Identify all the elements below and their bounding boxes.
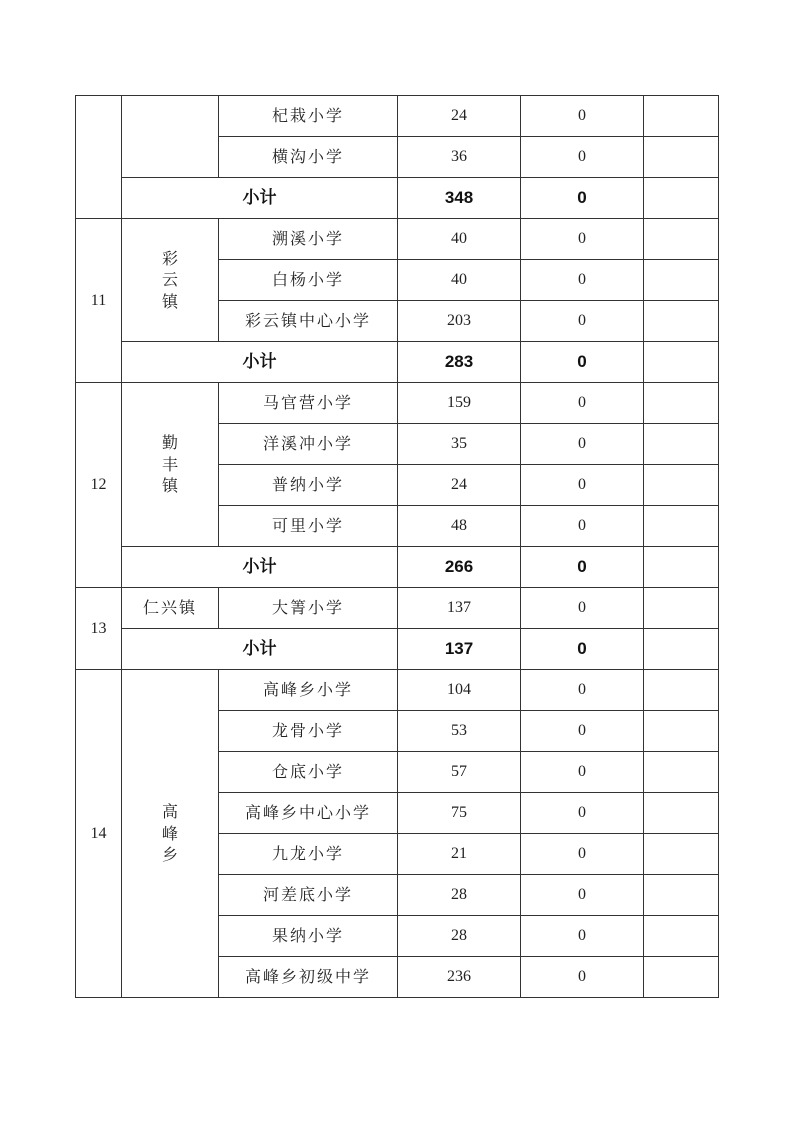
subtotal-count: 137 — [398, 629, 521, 670]
town-name: 彩云镇 — [161, 248, 178, 311]
student-count: 137 — [398, 588, 521, 629]
subtotal-label: 小计 — [122, 178, 398, 219]
note-cell — [644, 547, 719, 588]
zero-count: 0 — [521, 588, 644, 629]
subtotal-label: 小计 — [122, 629, 398, 670]
student-count: 53 — [398, 711, 521, 752]
zero-count: 0 — [521, 301, 644, 342]
subtotal-zero: 0 — [521, 547, 644, 588]
subtotal-zero: 0 — [521, 178, 644, 219]
subtotal-row — [76, 178, 719, 219]
school-name: 白杨小学 — [219, 260, 398, 301]
student-count: 57 — [398, 752, 521, 793]
student-count: 28 — [398, 916, 521, 957]
note-cell — [644, 260, 719, 301]
school-name: 龙骨小学 — [219, 711, 398, 752]
note-cell — [644, 383, 719, 424]
note-cell — [644, 301, 719, 342]
table-row — [76, 588, 719, 629]
note-cell — [644, 506, 719, 547]
note-cell — [644, 178, 719, 219]
subtotal-zero: 0 — [521, 629, 644, 670]
note-cell — [644, 834, 719, 875]
town-cell — [122, 383, 219, 547]
table-row — [76, 670, 719, 711]
school-name: 大箐小学 — [219, 588, 398, 629]
school-name: 高峰乡中心小学 — [219, 793, 398, 834]
zero-count: 0 — [521, 670, 644, 711]
note-cell — [644, 629, 719, 670]
note-cell — [644, 588, 719, 629]
school-name: 杞栽小学 — [219, 96, 398, 137]
student-count: 203 — [398, 301, 521, 342]
school-name: 马官营小学 — [219, 383, 398, 424]
note-cell — [644, 916, 719, 957]
school-name: 普纳小学 — [219, 465, 398, 506]
town-cell — [122, 219, 219, 342]
student-count: 159 — [398, 383, 521, 424]
school-name: 仓底小学 — [219, 752, 398, 793]
note-cell — [644, 752, 719, 793]
index-cell: 12 — [76, 383, 122, 588]
school-name: 高峰乡小学 — [219, 670, 398, 711]
school-name: 可里小学 — [219, 506, 398, 547]
subtotal-label: 小计 — [122, 547, 398, 588]
note-cell — [644, 711, 719, 752]
index-cell: 14 — [76, 670, 122, 998]
student-count: 75 — [398, 793, 521, 834]
subtotal-label: 小计 — [122, 342, 398, 383]
note-cell — [644, 957, 719, 998]
school-name: 高峰乡初级中学 — [219, 957, 398, 998]
zero-count: 0 — [521, 465, 644, 506]
zero-count: 0 — [521, 916, 644, 957]
zero-count: 0 — [521, 834, 644, 875]
student-count: 24 — [398, 465, 521, 506]
school-name: 横沟小学 — [219, 137, 398, 178]
subtotal-row — [76, 629, 719, 670]
table-row — [76, 219, 719, 260]
student-count: 24 — [398, 96, 521, 137]
note-cell — [644, 670, 719, 711]
student-count: 40 — [398, 219, 521, 260]
zero-count: 0 — [521, 875, 644, 916]
table-row — [76, 96, 719, 137]
zero-count: 0 — [521, 219, 644, 260]
table-row — [76, 383, 719, 424]
zero-count: 0 — [521, 506, 644, 547]
note-cell — [644, 137, 719, 178]
index-cell: 11 — [76, 219, 122, 383]
student-count: 35 — [398, 424, 521, 465]
school-name: 果纳小学 — [219, 916, 398, 957]
school-name: 洋溪冲小学 — [219, 424, 398, 465]
town-name: 勤丰镇 — [161, 433, 178, 496]
subtotal-count: 348 — [398, 178, 521, 219]
zero-count: 0 — [521, 957, 644, 998]
zero-count: 0 — [521, 711, 644, 752]
student-count: 40 — [398, 260, 521, 301]
school-name: 彩云镇中心小学 — [219, 301, 398, 342]
town-cell — [122, 96, 219, 178]
student-count: 104 — [398, 670, 521, 711]
student-count: 21 — [398, 834, 521, 875]
subtotal-row — [76, 547, 719, 588]
student-count: 36 — [398, 137, 521, 178]
subtotal-zero: 0 — [521, 342, 644, 383]
index-cell — [76, 96, 122, 219]
student-count: 48 — [398, 506, 521, 547]
town-name: 仁兴镇 — [122, 588, 219, 629]
town-cell — [122, 670, 219, 998]
zero-count: 0 — [521, 260, 644, 301]
zero-count: 0 — [521, 96, 644, 137]
note-cell — [644, 793, 719, 834]
town-name: 高峰乡 — [161, 802, 178, 865]
note-cell — [644, 465, 719, 506]
zero-count: 0 — [521, 793, 644, 834]
zero-count: 0 — [521, 137, 644, 178]
note-cell — [644, 424, 719, 465]
note-cell — [644, 875, 719, 916]
zero-count: 0 — [521, 383, 644, 424]
subtotal-row — [76, 342, 719, 383]
school-table — [75, 95, 719, 998]
student-count: 236 — [398, 957, 521, 998]
school-name: 溯溪小学 — [219, 219, 398, 260]
zero-count: 0 — [521, 424, 644, 465]
subtotal-count: 283 — [398, 342, 521, 383]
student-count: 28 — [398, 875, 521, 916]
subtotal-count: 266 — [398, 547, 521, 588]
note-cell — [644, 342, 719, 383]
note-cell — [644, 96, 719, 137]
note-cell — [644, 219, 719, 260]
school-name: 河差底小学 — [219, 875, 398, 916]
school-name: 九龙小学 — [219, 834, 398, 875]
index-cell: 13 — [76, 588, 122, 670]
zero-count: 0 — [521, 752, 644, 793]
